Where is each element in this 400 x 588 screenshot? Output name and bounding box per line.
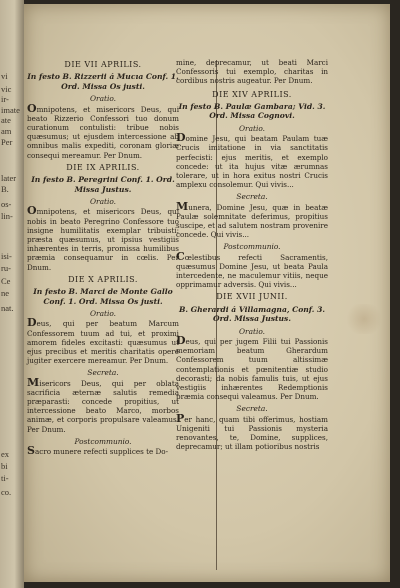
feast-title: In festo B. Marci de Monte Gallo Conf. 1. Ord. Missa Os justi. (33, 287, 173, 306)
initial-letter: M (27, 375, 40, 389)
margin-fragment: imate (1, 105, 20, 115)
margin-fragment: ir- (1, 94, 9, 104)
margin-fragment: vic (1, 84, 12, 94)
margin-fragment: Per (1, 137, 13, 147)
prayer-subheading: Postcommunio. (74, 436, 132, 446)
continued-text: mine, deprecamur, ut beati Marci Confessoris tui exemplo, charitas in cordibus nostris augeatur. Per Dnum. (176, 58, 328, 86)
margin-fragment: ate (1, 115, 11, 125)
margin-fragment: ti- (1, 473, 9, 483)
margin-fragment: lin- (1, 211, 13, 221)
prayer-subheading: Oratio. (238, 326, 265, 336)
prayer-text (27, 444, 179, 458)
margin-fragment: vi (1, 71, 8, 81)
previous-page-edge (0, 0, 24, 588)
prayer-subheading: Oratio. (89, 94, 116, 104)
margin-fragment: co. (1, 487, 12, 497)
margin-fragment: B. (1, 184, 9, 194)
initial-letter: C (176, 249, 185, 263)
prayer-subheading: Oratio. (89, 197, 116, 207)
feast-title: In festo B. Rizzerii á Mucıa Conf. 1. Ord. Missa Os justi. (27, 72, 179, 91)
left-column (27, 58, 179, 459)
margin-fragment: ne (1, 288, 10, 298)
prayer-body: er hanc, quam tibi offerimus, hostiam Unigeniti tui Passionis mysteria renovantes, te, Domine, supplices, deprecamur; ut illam potioribus nostris (176, 414, 328, 452)
initial-letter: S (27, 444, 35, 458)
prayer-body: omine Jesu, qui beatam Paulam tuæ Crucis imitatione in via sanctitatis perfecisti: ejus meritis, et exemplo concede: ut ita hujus vitæ ærumnas tolerare, ut in hora exitus nostri Crucis amplexu consolemur. Qui vivis... (176, 134, 328, 190)
margin-fragment: os- (1, 199, 12, 209)
prayer-subheading: Secreta. (236, 404, 268, 414)
day-heading: DIE XVII JUNII. (216, 292, 288, 302)
margin-fragment: Ce (1, 276, 11, 286)
margin-fragment: nat. (1, 303, 14, 313)
feast-title: In festo B. Peregrini Conf. 1. Ord. Missa Justus. (31, 175, 175, 194)
margin-fragment: bi (1, 461, 8, 471)
margin-fragment: later (1, 173, 17, 183)
prayer-subheading: Secreta. (236, 192, 268, 202)
prayer-body: isericors Deus, qui per oblata sacrificia æternæ salutis remedia præparasti: concede propitius, ut intercessione beato Marco, morbos animæ, et corporis propulsare valeamus. Per Dnum. (27, 378, 179, 434)
prayer-text (176, 249, 328, 290)
prayer-body: mnipotens, et misericors Deus, qui nobis in beato Peregrino Confessore tuo insigne humilitatis exemplar tribuisti: præsta quæsumus, ut ipsius vestigiis inhærentes in terris, promissa humilibus præmia consequamur in cœlis. Per Dnum. (27, 207, 179, 272)
day-heading: DIE X APRILIS. (68, 274, 138, 284)
initial-letter: D (27, 316, 37, 330)
margin-fragment: ex (1, 449, 10, 459)
margin-fragment: ru- (1, 263, 11, 273)
margin-fragment: am (1, 126, 12, 136)
margin-fragment: isi- (1, 251, 12, 261)
prayer-text (176, 199, 328, 240)
prayer-body: eus, qui per jugem Filii tui Passionis memoriam beatum Gherardum Confessorem tuum altissimæ contemplationis et pœnitentiæ studio decorasti; da nobis famulis tuis, ut ejus vestigiis inhærentes Redemptionis præmia consequi valeamus. Per Dnum. (176, 337, 328, 402)
prayer-subheading: Secreta. (87, 368, 119, 378)
initial-letter: O (27, 204, 37, 218)
feast-title: In festo B. Paulæ Gambara; Vid. 3. Ord. Missa Cognovi. (178, 101, 326, 121)
initial-letter: P (176, 411, 185, 425)
prayer-text (27, 316, 179, 366)
prayer-body: mnipotens, et misericors Deus, qui beato Rizzerio Confessori tuo donum curationum contulisti: tribue nobis quæsumus; ut ejusdem intercessione ab omnibus malis expediti, coronam gloriæ consequi mereamur. Per Dnum. (27, 104, 179, 160)
right-column (176, 58, 328, 454)
prayer-subheading: Oratio. (238, 124, 265, 133)
initial-letter: O (27, 101, 37, 115)
prayer-body: eus, qui per beatum Marcum Confessorem tuum ad tui, et proximi amorem fideles excitasti: quæsumus ut ejus precibus et meritis charitatis opere jugiter exercere mereamur. Per Dnum. (27, 319, 179, 366)
prayer-text (176, 411, 328, 452)
initial-letter: D (176, 131, 186, 145)
prayer-text (27, 375, 179, 434)
prayer-subheading: Oratio. (89, 309, 116, 319)
prayer-subheading: Postcommunio. (223, 242, 281, 252)
day-heading: DIE XIV APRILIS. (212, 89, 292, 99)
day-heading: DIE VII APRILIS. (64, 60, 142, 69)
prayer-body: unera, Domine Jesu, quæ in beatæ Paulæ solemnitate deferimus, propitius suscipe, et ad salutem nostram provenire concede. Qui vivis... (176, 202, 328, 240)
initial-letter: D (176, 334, 186, 348)
prayer-text (176, 334, 328, 402)
day-heading: DIE IX APRILIS. (66, 162, 140, 172)
feast-title: B. Gherardi á Villamagna, Conf. 3. Ord. Missa Justus. (178, 304, 326, 324)
initial-letter: M (176, 199, 189, 213)
prayer-text (176, 131, 328, 190)
paper-stain (344, 304, 384, 334)
prayer-body: acro munere refecti supplices te Do- (34, 447, 169, 457)
prayer-body: œlestibus refecti Sacramentis, quæsumus Domine Jesu, ut beata Paula intercedente, ne maculemur vitiis, neque opprimamur adversis. Qui vivis... (176, 252, 328, 290)
prayer-text (27, 101, 179, 160)
prayer-text (27, 204, 179, 272)
